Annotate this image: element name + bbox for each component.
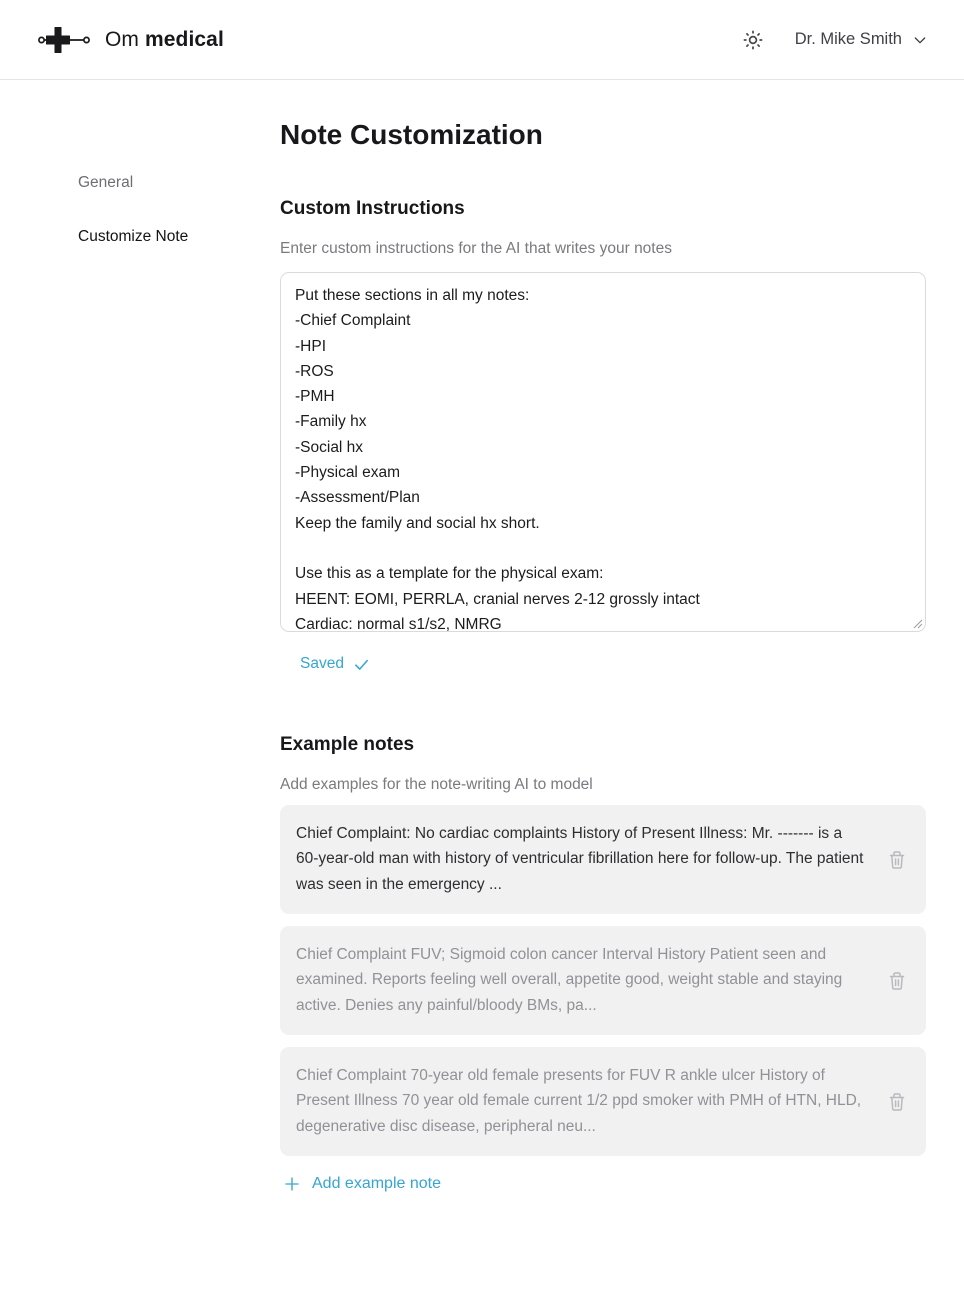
add-example-note-label: Add example note (312, 1175, 441, 1192)
plus-icon (283, 1175, 301, 1193)
settings-sidebar (78, 81, 248, 281)
check-icon (353, 656, 370, 673)
delete-note-button[interactable] (884, 846, 910, 874)
example-notes-list (280, 805, 926, 1156)
example-note-text: Chief Complaint FUV; Sigmoid colon cancer Interval History Patient seen and examined. Reports feeling well overall, appetite good, weight stable and staying active. Denies any painful/bloody BMs, pa... (296, 946, 843, 1014)
chevron-down-icon (912, 32, 928, 48)
add-example-note-button[interactable] (280, 1175, 441, 1193)
custom-instructions-heading: Custom Instructions (280, 198, 465, 219)
sun-icon (741, 28, 765, 52)
example-note-text: Chief Complaint: No cardiac complaints History of Present Illness: Mr. ------- is a 60-year-old man with history of ventricular fibrillation here for follow-up. The patient was seen in the emergency ... (296, 825, 864, 893)
brand-second: medical (144, 27, 224, 51)
custom-instructions-field-wrap (280, 272, 926, 632)
brand-name (105, 28, 224, 52)
theme-toggle-button[interactable] (739, 26, 767, 54)
main-content (280, 81, 926, 1193)
example-notes-heading: Example notes (280, 734, 415, 755)
trash-icon (886, 848, 908, 872)
example-note-text: Chief Complaint 70-year old female presents for FUV R ankle ulcer History of Present Illness 70 year old female current 1/2 ppd smoker with PMH of HTN, HLD, degenerative disc disease, peripheral neu... (296, 1067, 862, 1135)
user-menu[interactable] (795, 30, 928, 49)
example-note-card[interactable] (280, 805, 926, 914)
save-status (300, 655, 926, 673)
custom-instructions-textarea[interactable] (280, 272, 926, 632)
medical-cross-logo-icon (38, 25, 90, 55)
brand-first: Om (105, 27, 140, 51)
trash-icon (886, 969, 908, 993)
trash-icon (886, 1090, 908, 1114)
sidebar-item-customize-note[interactable]: Customize Note (78, 228, 189, 245)
user-name: Dr. Mike Smith (794, 30, 902, 48)
app-header (0, 0, 964, 80)
example-notes-description: Add examples for the note-writing AI to model (280, 776, 593, 793)
custom-instructions-description: Enter custom instructions for the AI that writes your notes (280, 240, 672, 257)
example-note-card[interactable] (280, 926, 926, 1035)
delete-note-button[interactable] (884, 1088, 910, 1116)
saved-label: Saved (300, 655, 344, 672)
page-title: Note Customization (280, 119, 543, 150)
brand (38, 25, 224, 55)
sidebar-item-general[interactable]: General (78, 174, 134, 191)
delete-note-button[interactable] (884, 967, 910, 995)
example-note-card[interactable] (280, 1047, 926, 1156)
